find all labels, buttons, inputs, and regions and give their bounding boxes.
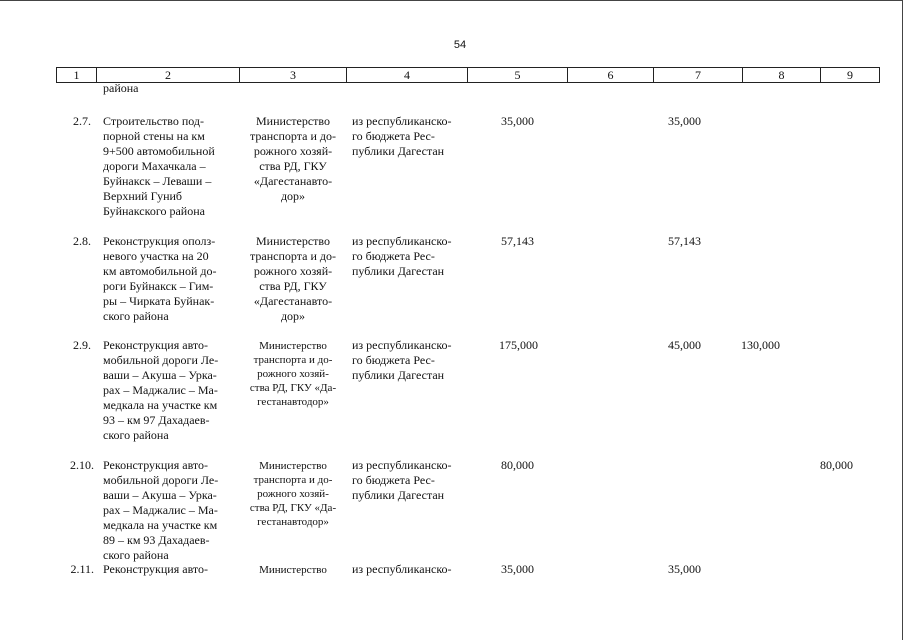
row-funding-source: из республиканско- го бюджета Рес- публики Дагестан: [352, 114, 452, 158]
row-col9-value: 80,000: [820, 458, 853, 472]
row-col7-value: 35,000: [668, 562, 701, 576]
row-funding-source: из республиканско- го бюджета Рес- публики Дагестан: [352, 458, 452, 502]
continuation-text: района: [103, 81, 139, 95]
column-header-3: 3: [239, 68, 346, 82]
row-total: 35,000: [501, 114, 534, 128]
row-description: Реконструкция авто- мобильной дороги Ле- ваши – Акуша – Урка- рах – Маджалис – Ма- медкала на участке км 93 – км 97 Дахадаев- ского района: [103, 338, 219, 442]
row-col8-value: 130,000: [741, 338, 780, 352]
row-executor: Министерство транспорта и до- рожного хозяй- ства РД, ГКУ «Да- гестанавтодор»: [249, 340, 337, 408]
row-number: 2.11.: [70, 562, 94, 576]
column-header-1: 1: [73, 68, 80, 82]
row-number: 2.7.: [73, 114, 91, 128]
row-total: 57,143: [501, 234, 534, 248]
column-header-4: 4: [346, 68, 467, 82]
row-executor: Министерство транспорта и до- рожного хозяй- ства РД, ГКУ «Дагестанавто- дор»: [250, 114, 336, 203]
page-top-border: [0, 0, 903, 1]
column-header-9: 9: [820, 68, 879, 82]
row-description: Реконструкция авто- мобильной дороги Ле- ваши – Акуша – Урка- рах – Маджалис – Ма- медкала на участке км 89 – км 93 Дахадаев- ского района: [103, 458, 219, 562]
row-description: Строительство под- порной стены на км 9+500 автомобильной дороги Махачкала – Буйнакск – Леваши – Верхний Гуниб Буйнакского района: [103, 114, 215, 218]
row-col7-value: 45,000: [668, 338, 701, 352]
page-right-border: [902, 0, 903, 640]
row-number: 2.8.: [73, 234, 91, 248]
column-header-6: 6: [567, 68, 653, 82]
column-header-5: 5: [467, 68, 567, 82]
row-executor: Министерство транспорта и до- рожного хозяй- ства РД, ГКУ «Да- гестанавтодор»: [249, 460, 337, 528]
column-header-8: 8: [742, 68, 820, 82]
row-executor: Министерство: [259, 564, 327, 576]
row-description: Реконструкция ополз- невого участка на 20 км автомобильной до- роги Буйнакск – Гим- ры – Чирката Буйнак- ского района: [103, 234, 217, 323]
row-funding-source: из республиканско- го бюджета Рес- публики Дагестан: [352, 234, 452, 278]
row-description: Реконструкция авто-: [103, 562, 209, 576]
row-col7-value: 57,143: [668, 234, 701, 248]
column-header-2: 2: [96, 68, 239, 82]
table-header-row: [56, 67, 880, 83]
row-number: 2.9.: [73, 338, 91, 352]
row-funding-source: из республиканско- го бюджета Рес- публики Дагестан: [352, 338, 452, 382]
row-total: 80,000: [501, 458, 534, 472]
row-total: 35,000: [501, 562, 534, 576]
row-col7-value: 35,000: [668, 114, 701, 128]
row-executor: Министерство транспорта и до- рожного хозяй- ства РД, ГКУ «Дагестанавто- дор»: [250, 234, 336, 323]
page-number: 54: [453, 39, 467, 51]
row-funding-source: из республиканско-: [352, 562, 452, 576]
column-header-7: 7: [653, 68, 742, 82]
row-number: 2.10.: [70, 458, 94, 472]
row-total: 175,000: [499, 338, 538, 352]
